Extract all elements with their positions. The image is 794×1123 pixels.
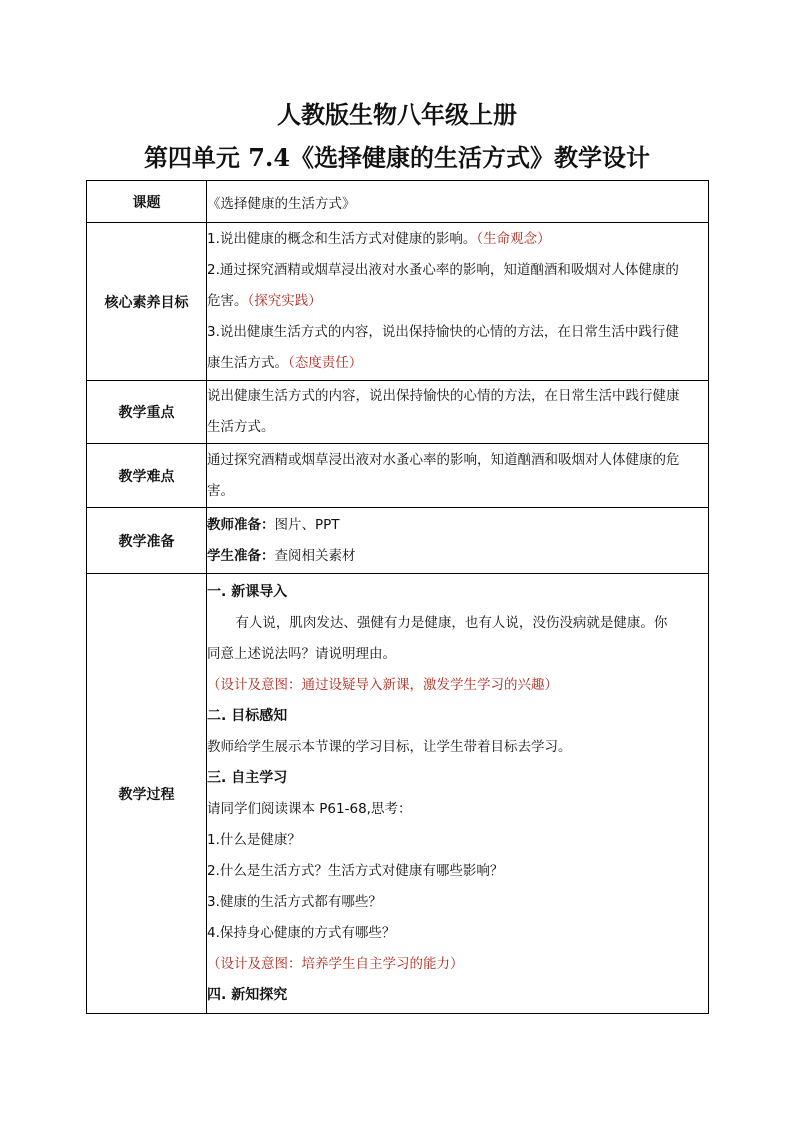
difficulties-line-1: 通过探究酒精或烟草浸出液对水蚤心率的影响，知道酗酒和吸烟对人体健康的危 bbox=[207, 451, 680, 468]
teacher-preparation bbox=[207, 510, 708, 541]
section-3-question-4: 4.保持身心健康的方式有哪些？ bbox=[207, 924, 396, 941]
teacher-preparation-label: 教师准备： bbox=[207, 516, 275, 533]
section-1-line-2: 同意上述说法吗？请说明理由。 bbox=[207, 645, 396, 662]
key-points-line-1: 说出健康生活方式的内容，说出保持愉快的心情的方法，在日常生活中践行健康 bbox=[207, 388, 680, 404]
section-3-question-3: 3.健康的生活方式都有哪些？ bbox=[207, 893, 382, 910]
section-3-question-2: 2.什么是生活方式？生活方式对健康有哪些影响？ bbox=[207, 862, 504, 879]
section-3-design-note: （设计及意图：培养学生自主学习的能力） bbox=[207, 955, 464, 972]
section-3-intro: 请同学们阅读课本 P61-68,思考： bbox=[207, 800, 412, 817]
section-1-line-1: 有人说，肌肉发达、强健有力是健康，也有人说，没伤没病就是健康。你 bbox=[235, 614, 668, 631]
preparation-content bbox=[207, 508, 709, 574]
row-core-goals bbox=[87, 223, 709, 381]
student-preparation-value: 查阅相关素材 bbox=[274, 547, 356, 564]
student-preparation bbox=[207, 541, 708, 572]
section-2-line-1: 教师给学生展示本节课的学习目标，让学生带着目标去学习。 bbox=[207, 738, 572, 755]
key-points-line-2: 生活方式。 bbox=[207, 419, 275, 435]
row-preparation bbox=[87, 508, 709, 574]
document-title: 人教版生物八年级上册 bbox=[277, 100, 517, 129]
goal-item-1-text: 1.说出健康的概念和生活方式对健康的影响。 bbox=[207, 231, 477, 247]
core-goals-content bbox=[207, 223, 709, 381]
goal-item-2-text: 危害。 bbox=[207, 293, 248, 309]
goal-item-3-text: 康生活方式。 bbox=[207, 355, 288, 371]
row-difficulties bbox=[87, 444, 709, 508]
student-preparation-label: 学生准备： bbox=[207, 547, 275, 564]
section-1-design-note: （设计及意图：通过设疑导入新课，激发学生学习的兴趣） bbox=[207, 676, 558, 693]
section-1-heading: 一. 新课导入 bbox=[207, 583, 288, 600]
goal-item-1-tag: （生命观念） bbox=[476, 231, 551, 247]
goal-item-1 bbox=[207, 224, 708, 255]
key-points-content bbox=[207, 381, 709, 444]
lesson-plan-table bbox=[86, 180, 709, 1014]
process-content bbox=[207, 574, 709, 1014]
section-4-heading: 四. 新知探究 bbox=[207, 986, 288, 1003]
difficulties-line-2: 害。 bbox=[207, 482, 234, 499]
section-2-heading: 二. 目标感知 bbox=[207, 707, 288, 724]
goal-item-3-tag: （态度责任） bbox=[288, 355, 363, 371]
difficulties-label: 教学难点 bbox=[87, 444, 207, 508]
goal-item-3-line-2 bbox=[207, 348, 708, 379]
section-3-question-1: 1.什么是健康？ bbox=[207, 831, 301, 848]
teacher-preparation-value: 图片、PPT bbox=[274, 516, 340, 533]
row-topic bbox=[87, 181, 709, 223]
process-label: 教学过程 bbox=[87, 574, 207, 1014]
goal-item-2-tag: （探究实践） bbox=[247, 293, 322, 309]
topic-label: 课题 bbox=[87, 181, 207, 223]
document-subtitle: 第四单元 7.4《选择健康的生活方式》教学设计 bbox=[143, 143, 651, 172]
core-goals-label: 核心素养目标 bbox=[87, 223, 207, 381]
preparation-label: 教学准备 bbox=[87, 508, 207, 574]
difficulties-content bbox=[207, 444, 709, 508]
section-3-heading: 三. 自主学习 bbox=[207, 769, 288, 786]
topic-value: 《选择健康的生活方式》 bbox=[207, 181, 709, 223]
row-key-points bbox=[87, 381, 709, 444]
goal-item-3-line-1: 3.说出健康生活方式的内容，说出保持愉快的心情的方法，在日常生活中践行健 bbox=[207, 324, 679, 340]
goal-item-2-line-2 bbox=[207, 286, 708, 317]
key-points-label: 教学重点 bbox=[87, 381, 207, 444]
row-process bbox=[87, 574, 709, 1014]
goal-item-2-line-1: 2.通过探究酒精或烟草浸出液对水蚤心率的影响，知道酗酒和吸烟对人体健康的 bbox=[207, 262, 679, 278]
